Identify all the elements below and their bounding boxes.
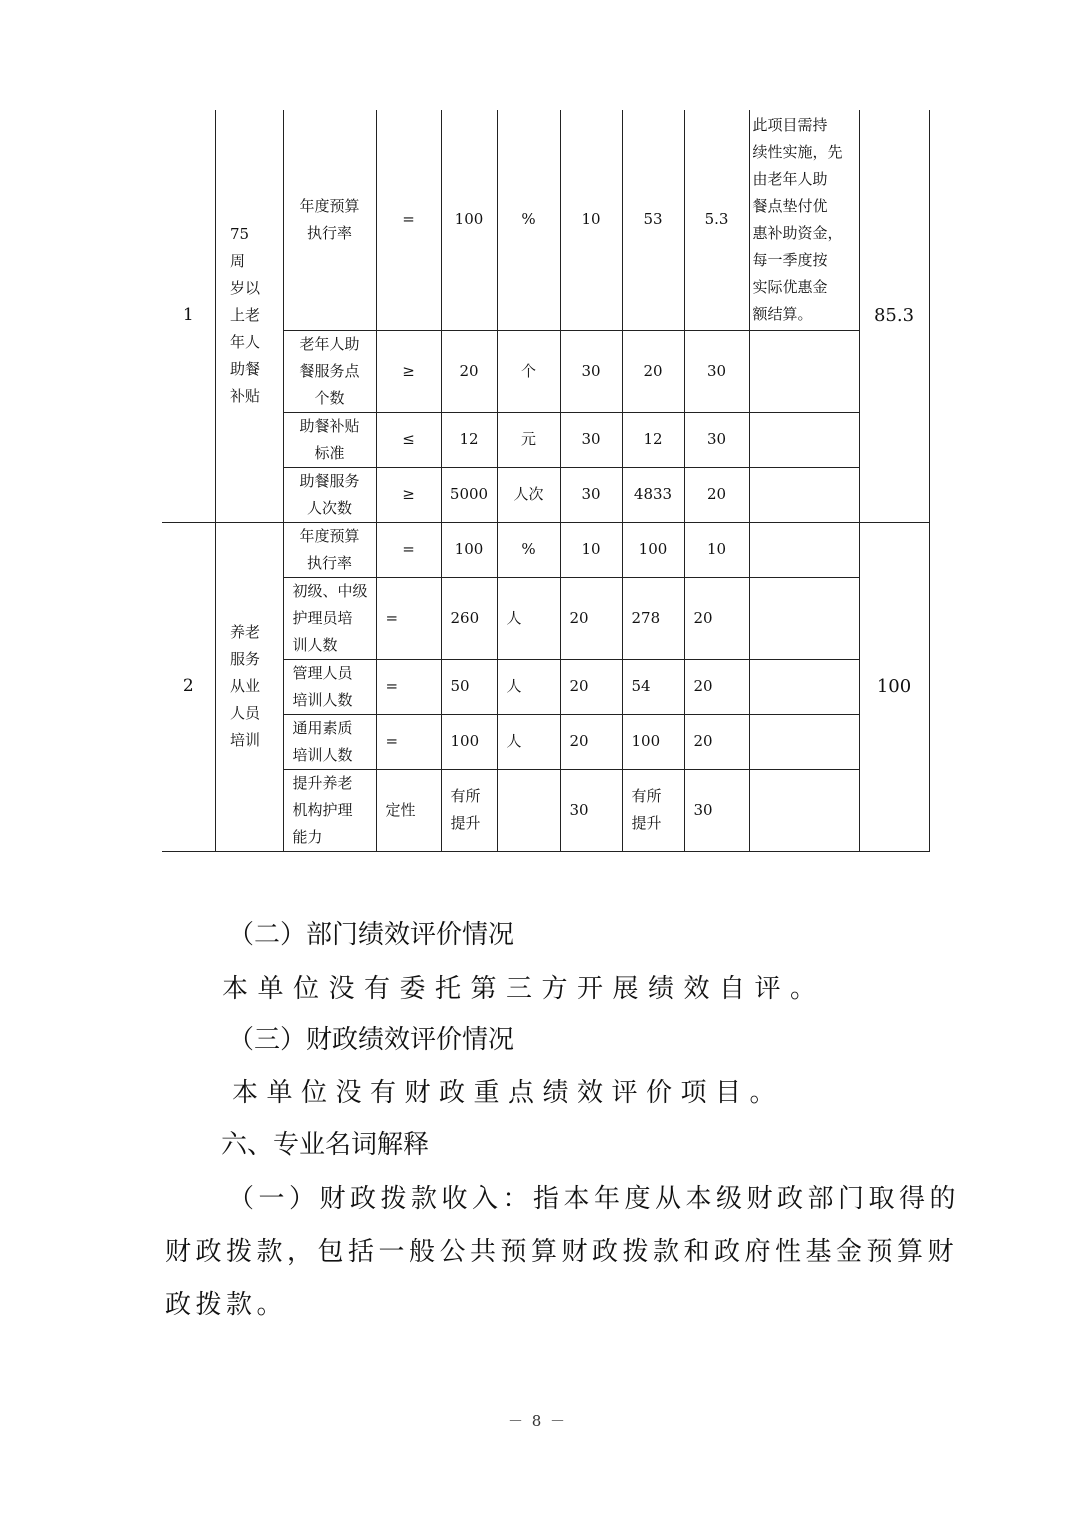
operator-cell: =: [376, 577, 441, 659]
actual-cell: 278: [622, 577, 684, 659]
unit-cell: 人: [497, 659, 560, 714]
indicator-cell: 通用素质 培训人数: [283, 714, 376, 769]
paragraph-fin-eval: 本单位没有财政重点绩效评价项目。: [232, 1078, 785, 1108]
target-cell: 100: [441, 522, 497, 577]
project-name-lines: 75 周 岁以 上老 年人 助餐 补贴: [230, 225, 261, 406]
target-cell: 100: [441, 714, 497, 769]
score-cell: 30: [684, 769, 749, 851]
weight-cell: 30: [560, 467, 622, 522]
indicator-cell: 管理人员 培训人数: [283, 659, 376, 714]
score-cell: 5.3: [684, 110, 749, 330]
score-cell: 20: [684, 714, 749, 769]
term-definition-line-2: 财政拨款，包括一般公共预算财政拨款和政府性基金预算财: [165, 1237, 959, 1267]
indicator-cell: 提升养老 机构护理 能力: [283, 769, 376, 851]
note-cell: 此项目需持 续性实施，先 由老年人助 餐点垫付优 惠补助资金， 每一季度按 实际优惠金 额结算。: [749, 110, 859, 330]
unit-cell: 人: [497, 714, 560, 769]
target-cell: 5000: [441, 467, 497, 522]
operator-cell: ≥: [376, 330, 441, 412]
operator-cell: =: [376, 110, 441, 330]
unit-cell: 人: [497, 577, 560, 659]
operator-cell: =: [376, 522, 441, 577]
actual-cell: 20: [622, 330, 684, 412]
row-index: 1: [162, 110, 215, 522]
indicator-cell: 初级、中级 护理员培 训人数: [283, 577, 376, 659]
unit-cell: 人次: [497, 467, 560, 522]
note-cell: [749, 577, 859, 659]
indicator-cell: 年度预算 执行率: [283, 110, 376, 330]
indicator-cell: 助餐补贴 标准: [283, 412, 376, 467]
target-cell: 100: [441, 110, 497, 330]
score-cell: 10: [684, 522, 749, 577]
operator-cell: ≤: [376, 412, 441, 467]
term-definition-line-3: 政拨款。: [165, 1290, 288, 1320]
note-cell: [749, 769, 859, 851]
actual-cell: 100: [622, 522, 684, 577]
note-cell: [749, 467, 859, 522]
row-index: 2: [162, 522, 215, 851]
actual-cell: 有所 提升: [622, 769, 684, 851]
page-number: － 8 －: [507, 1412, 568, 1430]
weight-cell: 30: [560, 769, 622, 851]
weight-cell: 10: [560, 110, 622, 330]
unit-cell: %: [497, 110, 560, 330]
target-cell: 12: [441, 412, 497, 467]
project-total-score: 85.3: [859, 110, 929, 522]
indicator-cell: 助餐服务 人次数: [283, 467, 376, 522]
project-total-score: 100: [859, 522, 929, 851]
operator-cell: =: [376, 714, 441, 769]
unit-cell: 元: [497, 412, 560, 467]
actual-cell: 53: [622, 110, 684, 330]
note-cell: [749, 412, 859, 467]
unit-cell: [497, 769, 560, 851]
section-heading-terms: 六、专业名词解释: [221, 1130, 430, 1160]
project-name: [215, 110, 283, 522]
unit-cell: 个: [497, 330, 560, 412]
weight-cell: 20: [560, 577, 622, 659]
indicator-cell: 年度预算 执行率: [283, 522, 376, 577]
weight-cell: 10: [560, 522, 622, 577]
target-cell: 有所 提升: [441, 769, 497, 851]
table-row: [162, 522, 929, 577]
performance-table: [162, 110, 930, 852]
section-heading-dept-eval: （二）部门绩效评价情况: [228, 920, 515, 950]
term-definition-line-1: （一）财政拨款收入：指本年度从本级财政部门取得的: [228, 1184, 961, 1214]
note-cell: [749, 659, 859, 714]
weight-cell: 30: [560, 330, 622, 412]
paragraph-dept-eval: 本单位没有委托第三方开展绩效自评。: [222, 974, 826, 1004]
weight-cell: 20: [560, 714, 622, 769]
target-cell: 260: [441, 577, 497, 659]
target-cell: 20: [441, 330, 497, 412]
actual-cell: 12: [622, 412, 684, 467]
score-cell: 30: [684, 412, 749, 467]
target-cell: 50: [441, 659, 497, 714]
section-heading-fin-eval: （三）财政绩效评价情况: [228, 1025, 515, 1055]
project-name: [215, 522, 283, 851]
score-cell: 20: [684, 659, 749, 714]
weight-cell: 30: [560, 412, 622, 467]
unit-cell: %: [497, 522, 560, 577]
project-name-lines: 养老 服务 从业 人员 培训: [230, 623, 261, 749]
actual-cell: 54: [622, 659, 684, 714]
score-cell: 20: [684, 577, 749, 659]
operator-cell: ≥: [376, 467, 441, 522]
actual-cell: 4833: [622, 467, 684, 522]
operator-cell: =: [376, 659, 441, 714]
actual-cell: 100: [622, 714, 684, 769]
score-cell: 30: [684, 330, 749, 412]
indicator-cell: 老年人助 餐服务点 个数: [283, 330, 376, 412]
score-cell: 20: [684, 467, 749, 522]
table-row: [162, 110, 929, 330]
note-cell: [749, 522, 859, 577]
note-cell: [749, 714, 859, 769]
operator-cell: 定性: [376, 769, 441, 851]
note-cell: [749, 330, 859, 412]
weight-cell: 20: [560, 659, 622, 714]
